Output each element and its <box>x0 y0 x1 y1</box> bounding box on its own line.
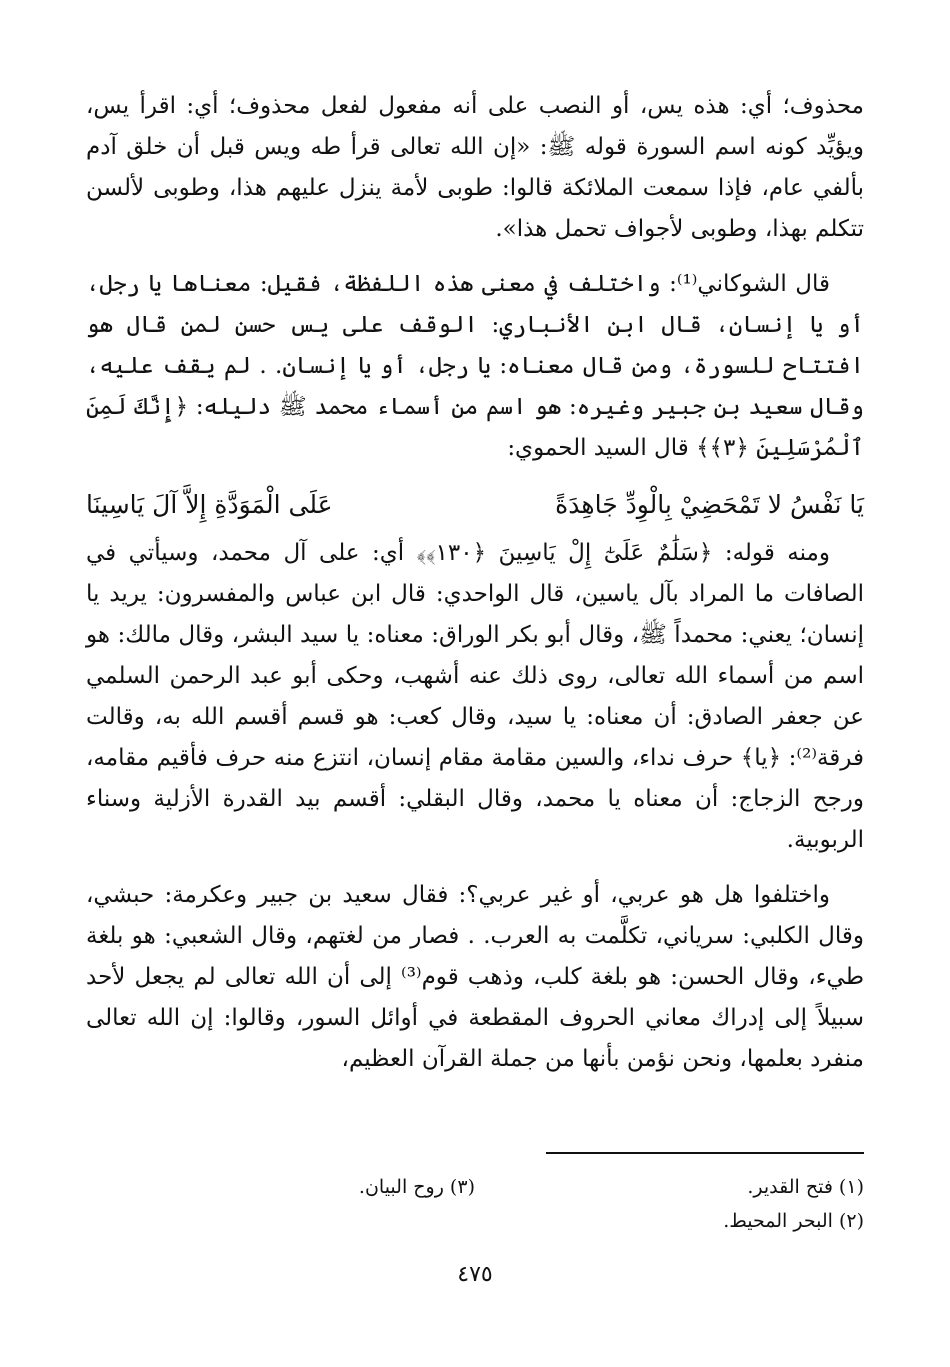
footnote-3: (٣) روح البيان. <box>358 1176 475 1198</box>
paragraph-1: محذوف؛ أي: هذه يس، أو النصب على أنه مفعول لفعل محذوف؛ أي: اقرأ يس، ويؤيِّد كونه اسم السورة قوله ﷺ: «إن الله تعالى قرأ طه ويس قبل أن خلق آدم بألفي عام، فإذا سمعت الملائكة قالوا: طوبى لأمة ينزل عليهم هذا، وطوبى لألسن تتكلم بهذا، وطوبى لأجواف تحمل هذا». <box>86 93 864 242</box>
footnotes <box>86 1170 864 1238</box>
paragraph-4: واختلفوا هل هو عربي، أو غير عربي؟: فقال سعيد بن جبير وعكرمة: حبشي، وقال الكلبي: سرياني، تكلَّمت به العرب. . فصار من لغتهم، وقال الشعبي: هو بلغة طيء، وقال الحسن: هو بلغة كلب، وذهب قوم⁽³⁾ إلى أن الله تعالى لم يجعل لأحد سبيلاً إلى إدراك معاني الحروف المقطعة في أوائل السور، وقالوا: إن الله تعالى منفرد بعلمها، ونحن نؤمن بأنها من جملة القرآن العظيم، <box>86 882 864 1072</box>
verse-second-hemistich: عَلَى الْمَوَدَّةِ إِلاَّ آلَ يَاسِينَا <box>86 490 333 519</box>
paragraph-2: قال الشوكاني⁽¹⁾: واختلف في معنى هذه اللفظة، فقيل: معناها يا رجل، أو يا إنسان، قال ابن الأنباري: الوقف على يس حسن لمن قال هو افتتاح للسورة، ومن قال معناه: يا رجل، أو يا إنسان. . لم يقف عليه، وقال سعيد بن جبير وغيره: هو اسم من أسماء محمد ﷺ دليله: ﴿إِنَّكَ لَمِنَ ٱلْمُرْسَلِينَ ﴿٣﴾﴾ قال السيد الحموي: <box>86 271 864 461</box>
body-text <box>86 86 864 1094</box>
footnote-2: (٢) البحر المحيط. <box>723 1210 864 1232</box>
page-number: ٤٧٥ <box>457 1262 493 1287</box>
footnote-separator <box>546 1152 864 1154</box>
footnote-row <box>86 1170 864 1204</box>
footnote-1: (١) فتح القدير. <box>747 1176 864 1198</box>
paragraph-3: ومنه قوله: ﴿سَلَٰمٌ عَلَىٰٓ إِلْ يَاسِينَ ﴿١٣٠﴾﴾ أي: على آل محمد، وسيأتي في الصافات ما المراد بآل ياسين، قال الواحدي: قال ابن عباس والمفسرون: يريد يا إنسان؛ يعني: محمداً ﷺ، وقال أبو بكر الوراق: معناه: يا سيد البشر، وقال مالك: هو اسم من أسماء الله تعالى، روى ذلك عنه أشهب، وحكى أبو عبد الرحمن السلمي عن جعفر الصادق: أن معناه: يا سيد، وقال كعب: هو قسم أقسم الله به، وقالت فرقة⁽²⁾: ﴿يا﴾ حرف نداء، والسين مقامة مقام إنسان، انتزع منه حرف فأقيم مقامه، ورجح الزجاج: أن معناه يا محمد، وقال البقلي: أقسم بيد القدرة الأزلية وسناء الربوبية. <box>86 540 864 853</box>
footnote-row <box>86 1204 864 1238</box>
verse-first-hemistich: يَا نَفْسُ لا تَمْحَضِيْ بِالْوِدِّ جَاهِدَةً <box>555 490 864 519</box>
poetry-verse <box>86 483 864 527</box>
